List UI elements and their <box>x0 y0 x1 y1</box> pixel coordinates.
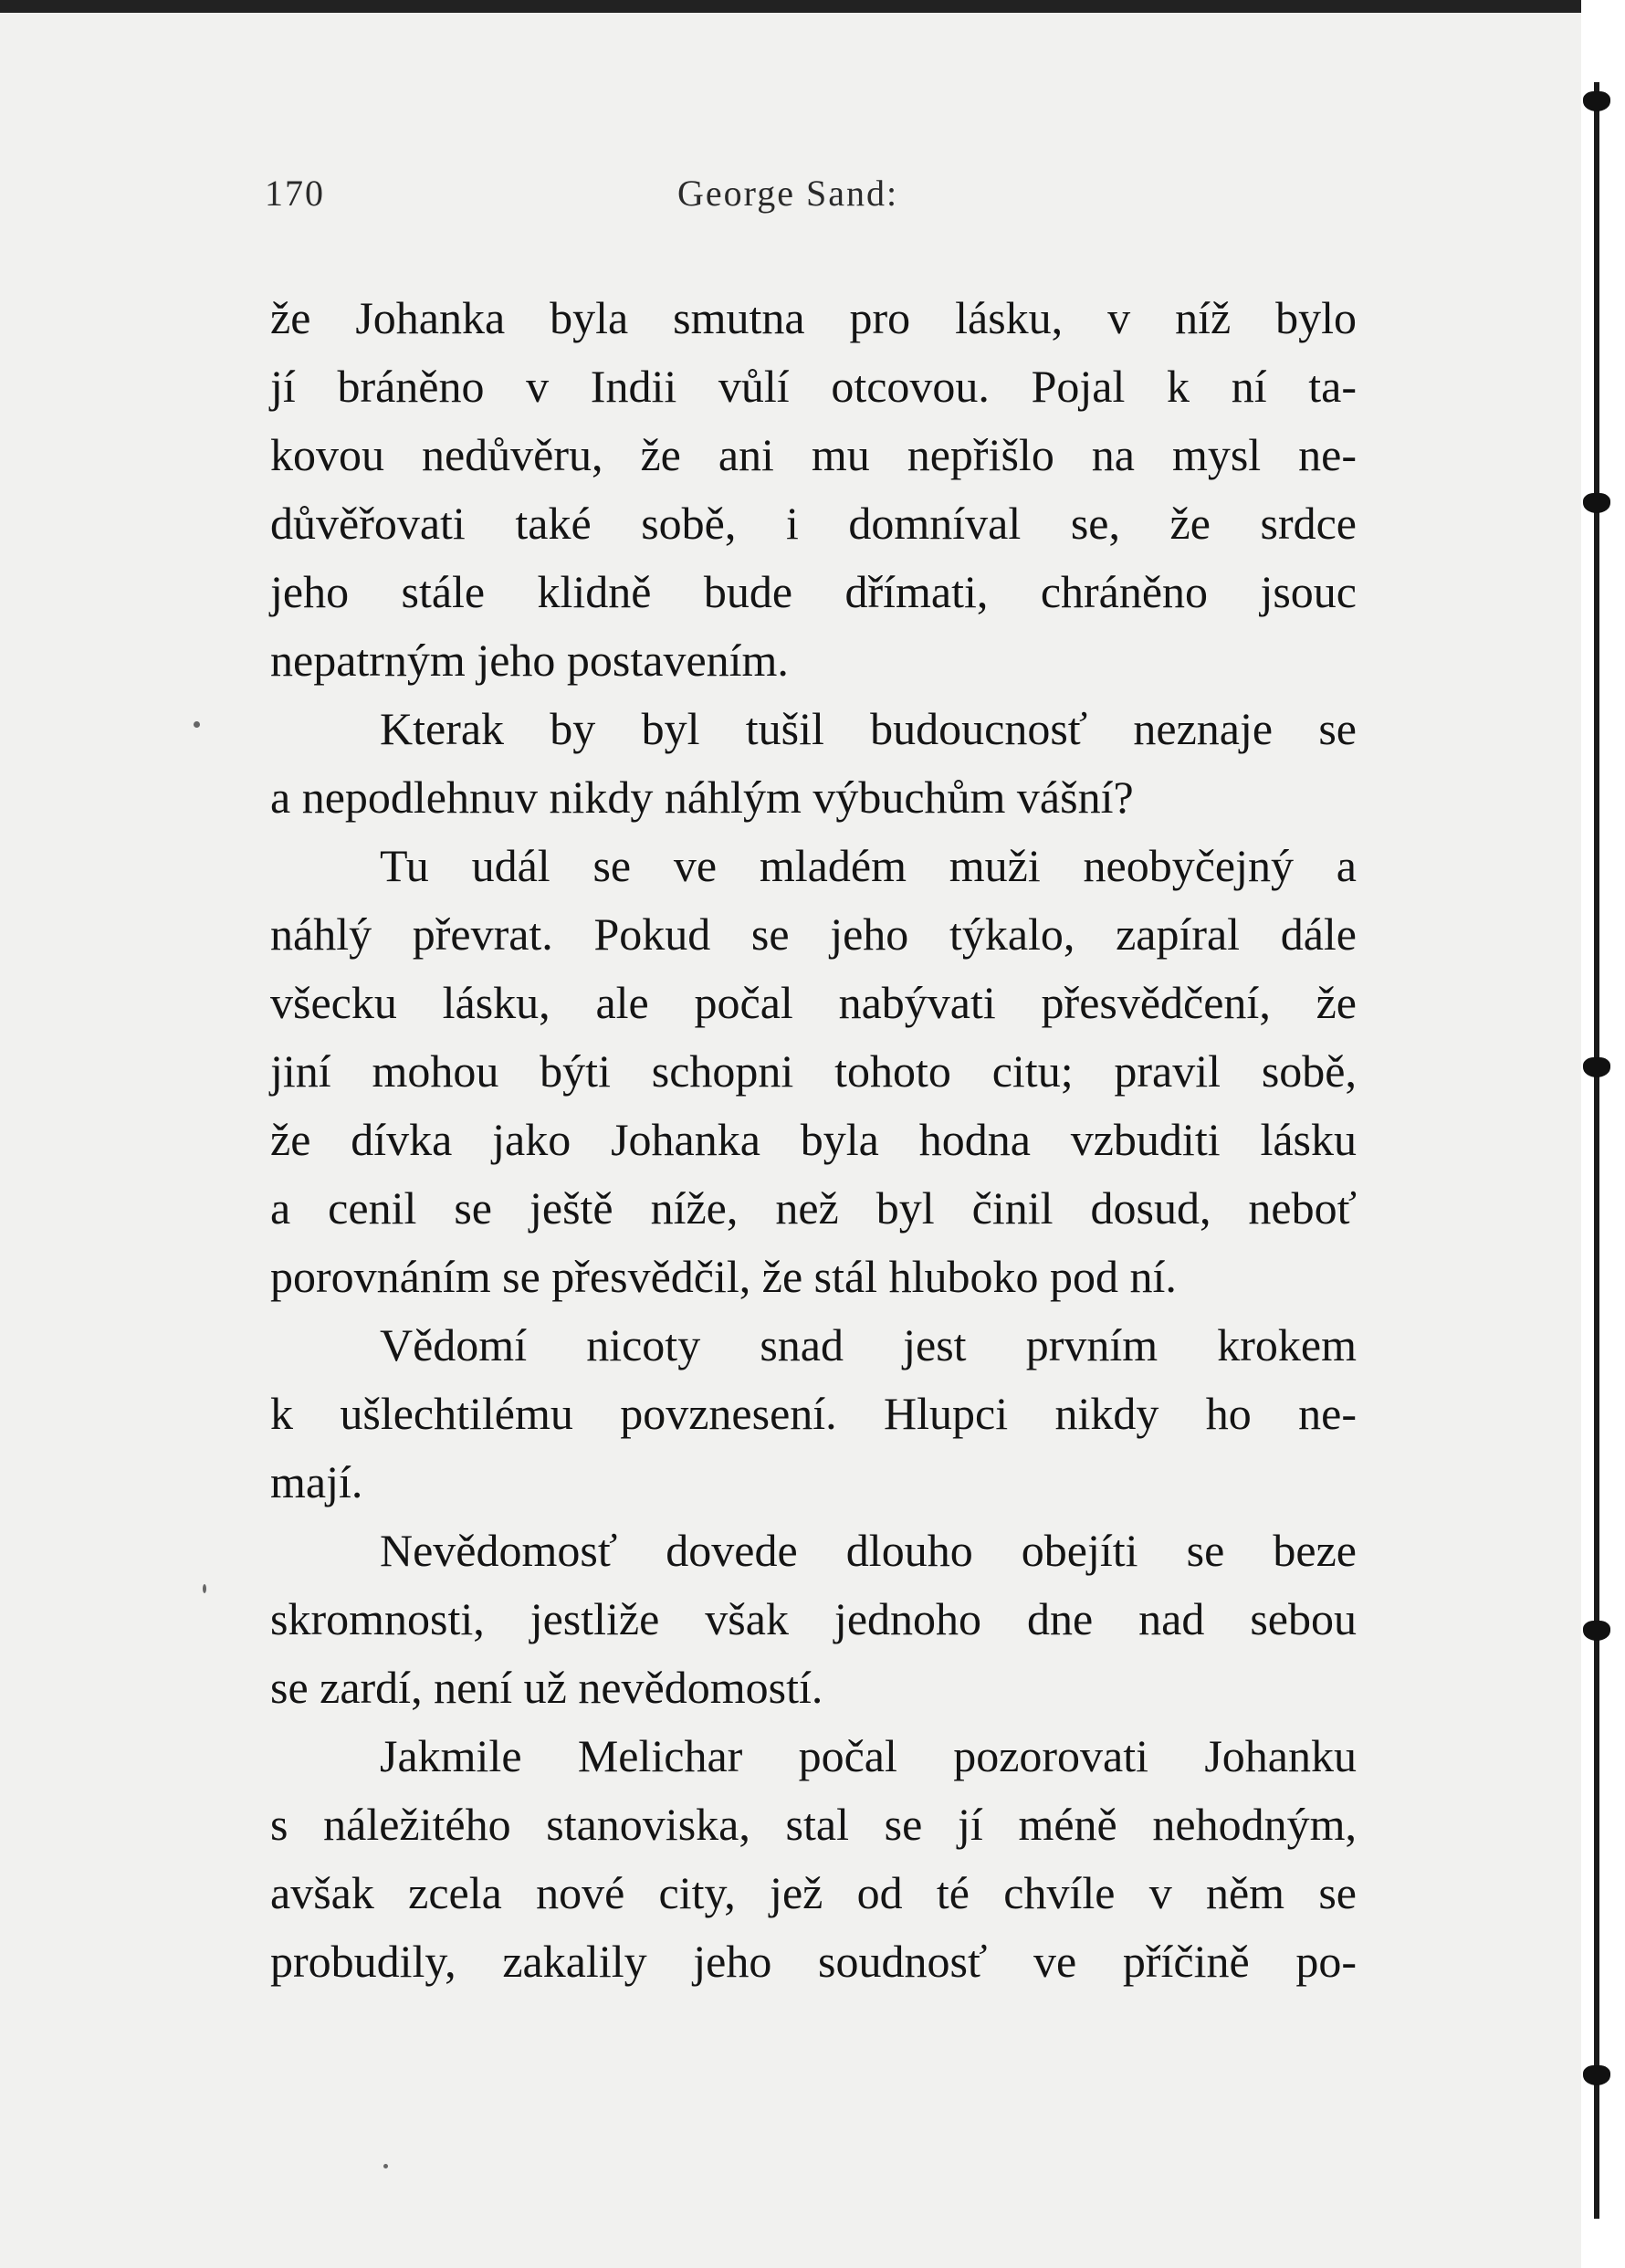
text-line: Jakmile Melichar počal pozorovati Johanku <box>380 1730 1357 1781</box>
text-line: všecku lásku, ale počal nabývati přesvědčení, že <box>270 977 1357 1028</box>
text-line: že Johanka byla smutna pro lásku, v níž bylo <box>270 292 1357 343</box>
text-line: a nepodlehnuv nikdy náhlým výbuchům vášní? <box>270 772 1134 823</box>
text-line: se zardí, není už nevědomostí. <box>270 1662 823 1713</box>
paper-speck <box>194 721 200 728</box>
text-line: s náležitého stanoviska, stal se jí méně nehodným, <box>270 1799 1357 1850</box>
paper-speck <box>203 1584 206 1593</box>
text-line: mají. <box>270 1456 363 1507</box>
page-header <box>265 172 1360 223</box>
binding-stitch-mark <box>1583 91 1610 111</box>
page-number: 170 <box>265 173 325 214</box>
body-text <box>270 284 1357 1996</box>
text-line: Vědomí nicoty snad jest prvním krokem <box>380 1319 1357 1370</box>
text-line: náhlý převrat. Pokud se jeho týkalo, zapíral dále <box>270 908 1357 960</box>
text-line: k ušlechtilému povznesení. Hlupci nikdy ho ne- <box>270 1388 1357 1439</box>
text-line: probudily, zakalily jeho soudnosť ve příčině po- <box>270 1936 1357 1987</box>
text-line: skromnosti, jestliže však jednoho dne nad sebou <box>270 1593 1357 1644</box>
binding-stitch-mark <box>1583 1057 1610 1077</box>
running-head: George Sand: <box>677 173 899 214</box>
scan-right-margin <box>1581 0 1625 2268</box>
paper-speck <box>383 2164 388 2168</box>
text-line: kovou nedůvěru, že ani mu nepřišlo na mysl ne- <box>270 429 1357 480</box>
text-line: Nevědomosť dovede dlouho obejíti se beze <box>380 1525 1357 1576</box>
text-line: nepatrným jeho postavením. <box>270 635 789 686</box>
text-line: a cenil se ještě níže, než byl činil dosud, neboť <box>270 1182 1357 1234</box>
text-line: důvěřovati také sobě, i domníval se, že srdce <box>270 498 1357 549</box>
binding-stitch-mark <box>1583 493 1610 513</box>
text-line: Kterak by byl tušil budoucnosť neznaje se <box>380 703 1357 754</box>
scan-top-edge <box>0 0 1625 13</box>
page-binding-edge <box>1594 82 1599 2219</box>
text-line: Tu udál se ve mladém muži neobyčejný a <box>380 840 1357 891</box>
text-line: porovnáním se přesvědčil, že stál hluboko pod ní. <box>270 1251 1177 1302</box>
text-line: že dívka jako Johanka byla hodna vzbuditi lásku <box>270 1114 1357 1165</box>
binding-stitch-mark <box>1583 1621 1610 1641</box>
text-line: jeho stále klidně bude dřímati, chráněno jsouc <box>270 566 1357 617</box>
binding-stitch-mark <box>1583 2065 1610 2085</box>
text-line: jiní mohou býti schopni tohoto citu; pravil sobě, <box>270 1045 1357 1097</box>
text-line: avšak zcela nové city, jež od té chvíle v něm se <box>270 1867 1357 1918</box>
text-line: jí bráněno v Indii vůlí otcovou. Pojal k ní ta- <box>270 361 1357 412</box>
